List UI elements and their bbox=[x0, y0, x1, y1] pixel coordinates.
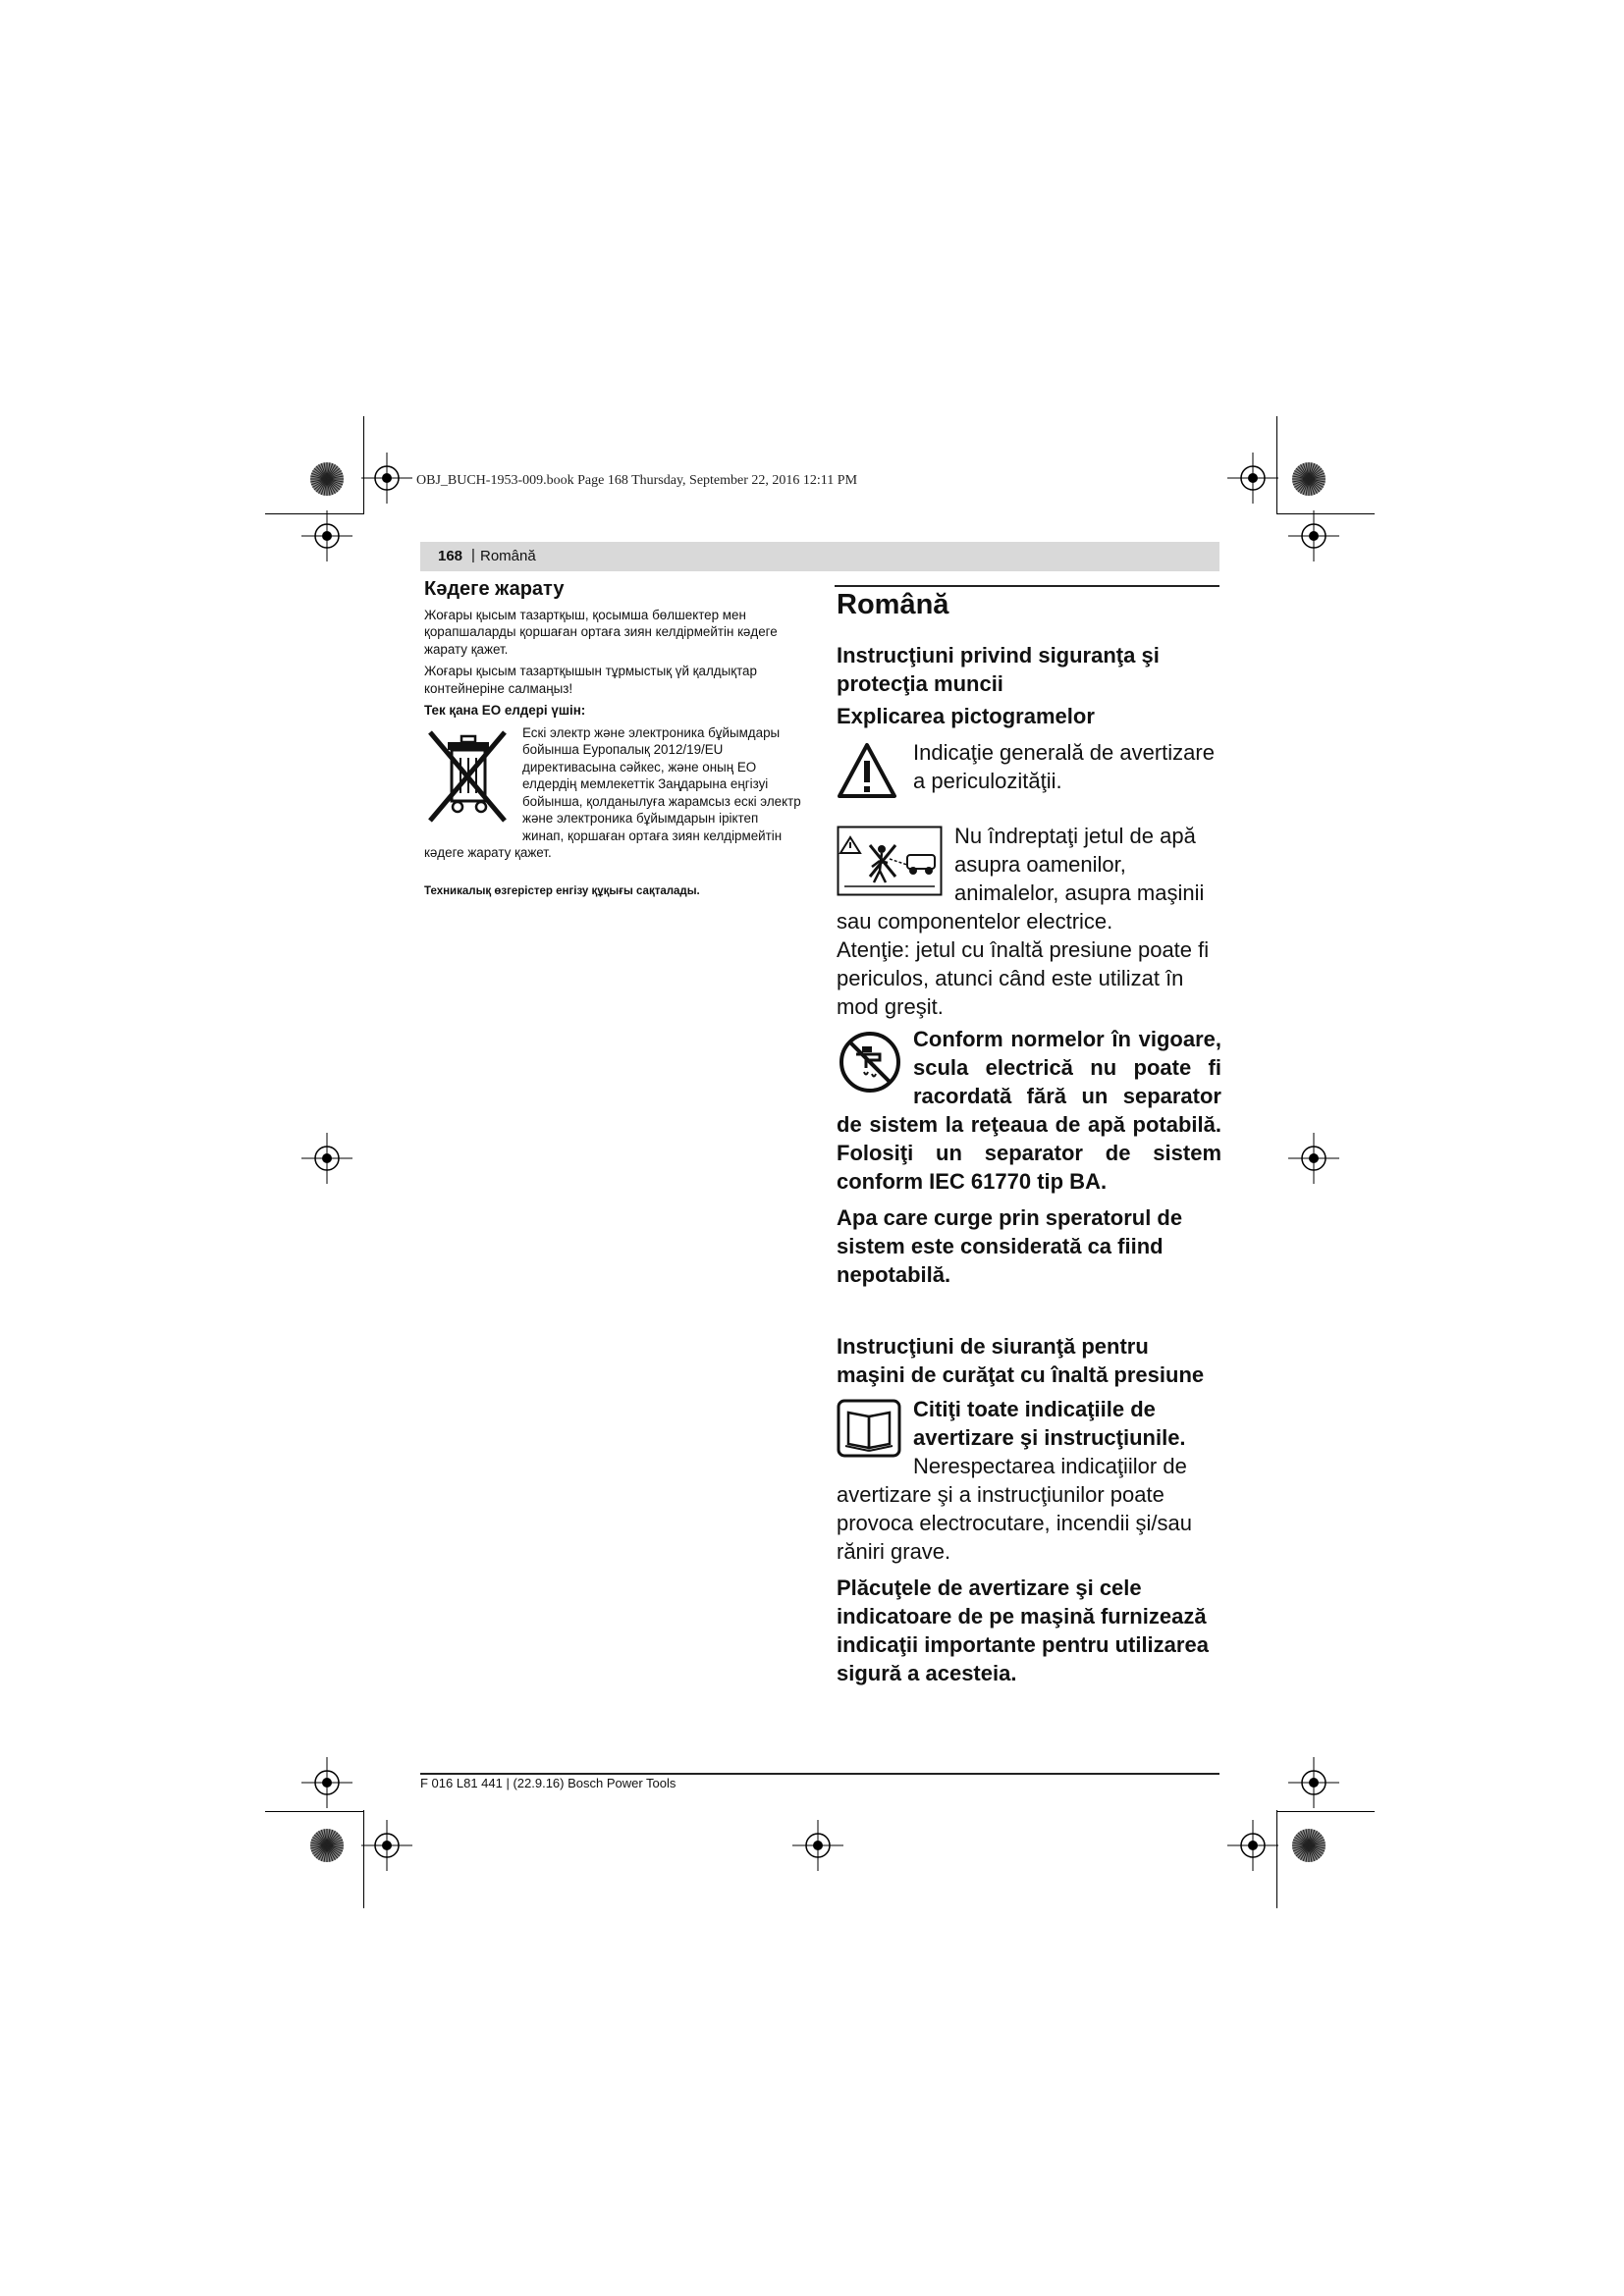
language-title: Română bbox=[837, 589, 949, 620]
registration-crosshair-icon bbox=[361, 453, 412, 504]
non-potable-water-text: Apa care curge prin speratorul de sistem este considerată ca fiind nepotabilă. bbox=[837, 1205, 1183, 1287]
registration-crosshair-icon bbox=[301, 1757, 352, 1808]
page-number: 168 bbox=[438, 548, 463, 564]
eu-disposal-block bbox=[424, 724, 803, 862]
color-register-starburst-icon bbox=[1291, 1828, 1326, 1863]
file-slug-line: OBJ_BUCH-1953-009.book Page 168 Thursday, September 22, 2016 12:11 PM bbox=[416, 473, 858, 488]
disposal-paragraph-1: Жоғары қысым тазартқыш, қосымша бөлшектер мен қорапшаларды қоршаған ортаға зиян келдірмейтін кәдеге жарату қажет. bbox=[424, 607, 778, 657]
right-column-top-rule bbox=[835, 585, 1219, 587]
eu-disposal-text: Ескі электр және электроника бұйымдары бойынша Еуропалық 2012/19/EU директивасына сәйкес, және оның ЕО елдердің мемлекеттік Заңдарына еңгізуі бойынша, қолданылуға жарамсыз ескі электр және электроника бұйымдарын іріктеп жинап, қоршаған ортаға зиян келдірмейтін кәдеге жарату қажет. bbox=[424, 724, 801, 860]
disposal-paragraph-2: Жоғары қысым тазартқышын тұрмыстық үй қалдықтар контейнеріне салмаңыз! bbox=[424, 664, 757, 696]
safety-heading: Instrucţiuni privind siguranţa şi protecţia muncii bbox=[837, 643, 1160, 696]
read-instructions-bold: Citiţi toate indicaţiile de avertizare şi instrucţiunile. bbox=[913, 1397, 1186, 1450]
registration-crosshair-icon bbox=[301, 1133, 352, 1184]
system-separator-text: Conform normelor în vigoare, scula electrică nu poate fi racordată fără un separator de sistem la reţeaua de apă potabilă. Folosiţi un separator de sistem conform IEC 61770 tip BA. bbox=[837, 1027, 1221, 1194]
jet-pictogram-block bbox=[837, 822, 1221, 935]
disposal-heading: Кәдеге жарату bbox=[424, 578, 565, 600]
no-drinking-water-connection-icon bbox=[837, 1029, 903, 1100]
crop-line bbox=[1276, 513, 1375, 514]
jet-warning-text: Nu îndreptaţi jetul de apă asupra oamenilor, animalelor, asupra maşinii sau componentelor electrice. bbox=[837, 824, 1205, 934]
read-instructions-block bbox=[837, 1395, 1221, 1566]
warning-labels-text: Plăcuţele de avertizare şi cele indicatoare de pe maşină furnizează indicaţii importante pentru utilizarea sigură a acesteia. bbox=[837, 1575, 1209, 1685]
attention-text: Atenţie: jetul cu înaltă presiune poate fi periculos, atunci când este utilizat în mod greşit. bbox=[837, 937, 1210, 1019]
pictogram-heading: Explicarea pictogramelor bbox=[837, 704, 1095, 728]
color-register-starburst-icon bbox=[1291, 461, 1326, 497]
color-register-starburst-icon bbox=[309, 1828, 345, 1863]
eu-countries-heading: Тек қана ЕО елдері үшін: bbox=[424, 703, 586, 718]
separator-pictogram-block bbox=[837, 1025, 1221, 1196]
read-instructions-text: Nerespectarea indicaţiilor de avertizare şi a instrucţiunilor poate provoca electrocutare, incendii şi/sau răniri grave. bbox=[837, 1454, 1192, 1564]
romanian-section bbox=[837, 589, 1221, 1687]
technical-changes-note: Техникалық өзгерістер енгізу құқығы сақталады. bbox=[424, 884, 700, 897]
registration-crosshair-icon bbox=[1227, 453, 1278, 504]
header-separator: | bbox=[471, 547, 475, 563]
crossed-bin-icon bbox=[424, 728, 511, 829]
disposal-section bbox=[424, 578, 803, 905]
crop-line bbox=[1276, 1811, 1375, 1812]
registration-crosshair-icon bbox=[1227, 1820, 1278, 1871]
registration-crosshair-icon bbox=[301, 510, 352, 561]
crop-line bbox=[1276, 1810, 1277, 1908]
crop-line bbox=[1276, 416, 1277, 514]
no-spray-people-icon bbox=[837, 826, 943, 901]
crop-line bbox=[363, 1810, 364, 1908]
registration-crosshair-icon bbox=[792, 1820, 843, 1871]
page-header-bar bbox=[420, 542, 1219, 571]
footer-rule bbox=[420, 1773, 1219, 1775]
header-language: Română bbox=[480, 548, 536, 564]
crop-line bbox=[363, 416, 364, 514]
warning-triangle-icon bbox=[837, 742, 897, 804]
registration-crosshair-icon bbox=[1288, 510, 1339, 561]
warning-text: Indicaţie generală de avertizare a periculozităţii. bbox=[913, 740, 1215, 793]
pressure-washer-safety-heading: Instrucţiuni de siuranţă pentru maşini de curăţat cu înaltă presiune bbox=[837, 1334, 1205, 1387]
warning-pictogram-block bbox=[837, 738, 1221, 804]
manual-book-icon bbox=[837, 1399, 901, 1463]
registration-crosshair-icon bbox=[361, 1820, 412, 1871]
registration-crosshair-icon bbox=[1288, 1133, 1339, 1184]
footer-text: F 016 L81 441 | (22.9.16) Bosch Power Tools bbox=[420, 1776, 677, 1790]
crop-line bbox=[265, 1811, 363, 1812]
color-register-starburst-icon bbox=[309, 461, 345, 497]
registration-crosshair-icon bbox=[1288, 1757, 1339, 1808]
crop-line bbox=[265, 513, 363, 514]
